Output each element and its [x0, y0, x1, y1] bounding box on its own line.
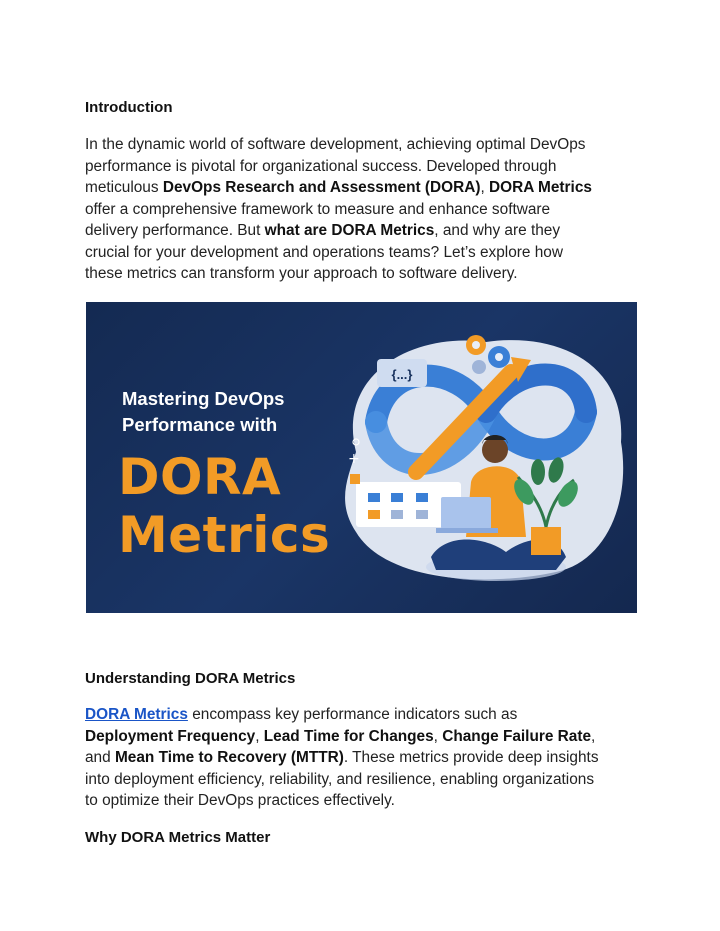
folder-icon — [368, 493, 380, 502]
banner-line-2: Performance with — [122, 414, 278, 435]
person-head — [482, 437, 508, 463]
understanding-line: and Mean Time to Recovery (MTTR). These metrics provide deep insights — [85, 749, 599, 766]
folder-icon — [368, 510, 380, 519]
question-term: what are DORA Metrics — [264, 222, 435, 239]
banner-line-1: Mastering DevOps — [122, 388, 285, 409]
why-heading: Why DORA Metrics Matter — [85, 829, 271, 846]
intro-line: performance is pivotal for organizational success. Developed through — [85, 158, 557, 175]
dora-metrics-term: DORA Metrics — [489, 179, 592, 196]
sparkle-icon: + — [348, 451, 360, 467]
banner-dora: DORA — [118, 448, 282, 506]
understanding-line: to optimize their DevOps practices effectively. — [85, 792, 395, 809]
laptop — [441, 497, 491, 529]
understanding-line: DORA Metrics encompass key performance indicators such as — [85, 706, 518, 723]
intro-heading: Introduction — [85, 99, 173, 116]
banner-metrics: Metrics — [118, 506, 331, 564]
dora-metrics-link[interactable]: DORA Metrics — [85, 706, 188, 723]
understanding-line: into deployment efficiency, reliability, and resilience, enabling organizations — [85, 771, 595, 788]
understanding-heading: Understanding DORA Metrics — [85, 670, 296, 687]
intro-line: crucial for your development and operations teams? Let’s explore how — [85, 244, 563, 261]
gear-icon — [472, 360, 486, 374]
intro-line: delivery performance. But what are DORA Metrics, and why are they — [85, 222, 561, 239]
intro-line: In the dynamic world of software development, achieving optimal DevOps — [85, 136, 586, 153]
intro-line: offer a comprehensive framework to measure and enhance software — [85, 201, 551, 218]
intro-line: these metrics can transform your approach to software delivery. — [85, 265, 518, 282]
dora-full-name: DevOps Research and Assessment (DORA) — [162, 179, 481, 196]
code-badge-text: {...} — [391, 367, 413, 382]
dora-banner-image — [86, 302, 637, 613]
intro-line: meticulous DevOps Research and Assessment (DORA), DORA Metrics — [85, 179, 592, 196]
understanding-line: Deployment Frequency, Lead Time for Changes, Change Failure Rate, — [85, 728, 596, 745]
plant-pot — [531, 527, 561, 555]
